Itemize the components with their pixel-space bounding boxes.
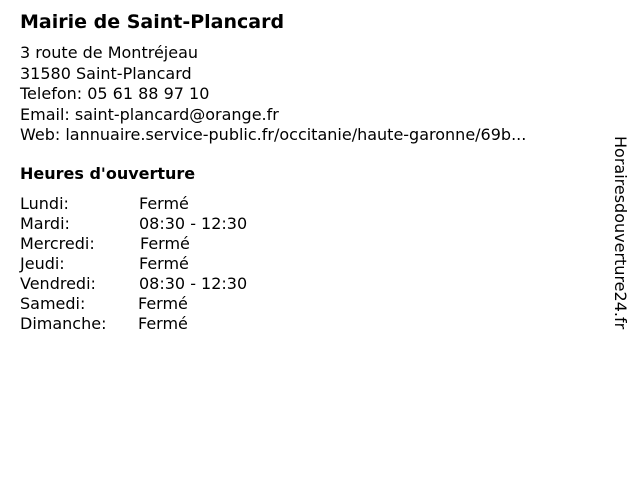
email-address: Email: saint-plancard@orange.fr (20, 104, 279, 124)
site-watermark: Horairesdouverture24.fr (611, 136, 630, 330)
hours-heading: Heures d'ouverture (20, 164, 196, 183)
day-label: Jeudi: (20, 254, 65, 273)
day-label: Mercredi: (20, 234, 95, 253)
hours-value: Fermé (138, 294, 188, 313)
day-label: Mardi: (20, 214, 70, 233)
hours-value: 08:30 - 12:30 (139, 214, 248, 233)
day-label: Lundi: (20, 194, 69, 213)
hours-value: Fermé (139, 254, 189, 273)
hours-value: 08:30 - 12:30 (139, 274, 248, 293)
website-link: Web: lannuaire.service-public.fr/occitanie/haute-garonne/69b... (20, 125, 527, 144)
day-label: Vendredi: (20, 274, 96, 293)
hours-value: Fermé (138, 314, 188, 333)
hours-value: Fermé (139, 194, 189, 213)
phone-number: Telefon: 05 61 88 97 10 (20, 84, 210, 103)
address-street: 3 route de Montréjeau (20, 43, 199, 62)
address-city: 31580 Saint-Plancard (20, 63, 192, 83)
hours-value: Fermé (140, 234, 190, 253)
day-label: Samedi: (20, 294, 86, 313)
address-block (20, 43, 526, 146)
page-title: Mairie de Saint-Plancard (20, 11, 285, 33)
day-label: Dimanche: (20, 314, 107, 333)
